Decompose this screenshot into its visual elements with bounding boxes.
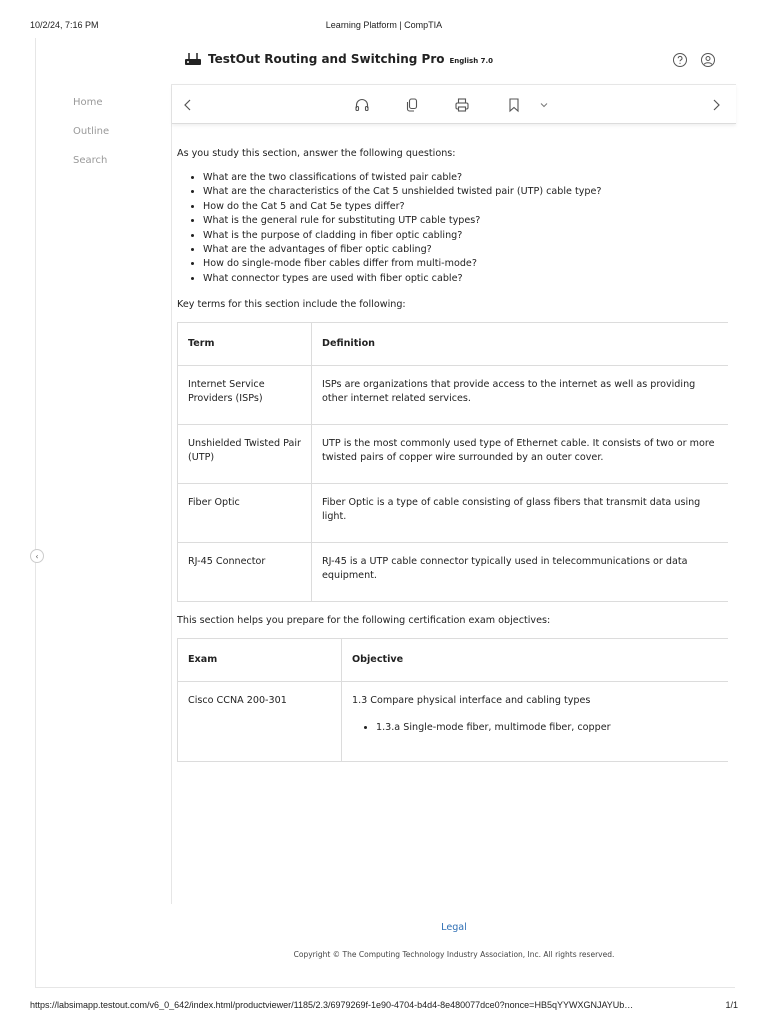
study-intro: As you study this section, answer the following questions: — [177, 148, 456, 159]
print-datetime: 10/2/24, 7:16 PM — [30, 20, 99, 30]
table-row — [178, 424, 729, 483]
user-circle-icon[interactable] — [700, 52, 716, 68]
list-item: • 1.3.a Single-mode fiber, multimode fiber, copper — [376, 721, 718, 735]
print-page-title: Learning Platform | CompTIA — [325, 20, 443, 30]
objective-text: 1.3 Compare physical interface and cabling types — [352, 695, 591, 707]
definition-cell: UTP is the most commonly used type of Ethernet cable. It consists of two or more twisted pairs of copper wire surrounded by an outer cover. — [312, 424, 729, 483]
list-item: • What is the general rule for substituting UTP cable types? — [203, 214, 729, 228]
exam-cell: Cisco CCNA 200-301 — [178, 682, 342, 762]
exam-objectives-table — [177, 638, 728, 762]
list-item: • What connector types are used with fiber optic cable? — [203, 272, 729, 286]
column-header-exam: Exam — [178, 638, 342, 681]
table-row — [178, 682, 729, 762]
table-row — [178, 483, 729, 542]
list-item: • What are the advantages of fiber optic cabling? — [203, 243, 729, 257]
chevron-right-icon[interactable] — [708, 97, 724, 113]
objective-cell — [342, 682, 729, 762]
bookmark-icon[interactable] — [506, 97, 522, 113]
list-item: • How do the Cat 5 and Cat 5e types differ? — [203, 200, 729, 214]
study-questions — [203, 171, 729, 286]
printer-icon[interactable] — [454, 97, 470, 113]
lesson-content — [177, 147, 729, 774]
objectives-intro: This section helps you prepare for the following certification exam objectives: — [177, 614, 551, 626]
table-row — [178, 365, 729, 424]
key-terms-table — [177, 322, 728, 602]
app-topbar — [172, 38, 736, 84]
top-icons — [672, 52, 716, 68]
print-footer — [0, 1000, 768, 1024]
print-header — [0, 0, 768, 30]
app-title: TestOut Routing and Switching Pro — [208, 52, 445, 66]
column-header-definition: Definition — [312, 322, 729, 365]
content-toolbar — [172, 84, 736, 124]
list-item: • What is the purpose of cladding in fiber optic cabling? — [203, 229, 729, 243]
sidebar — [36, 84, 172, 904]
print-page-number: 1/1 — [725, 1000, 738, 1010]
term-cell: Fiber Optic — [178, 483, 312, 542]
key-terms-intro: Key terms for this section include the following: — [177, 298, 406, 310]
table-row — [178, 542, 729, 601]
legal-link[interactable]: Legal — [441, 922, 467, 933]
column-header-objective: Objective — [342, 638, 729, 681]
chevron-down-icon[interactable] — [536, 97, 552, 113]
help-circle-icon[interactable] — [672, 52, 688, 68]
chevron-left-icon[interactable] — [180, 97, 196, 113]
definition-cell: ISPs are organizations that provide access to the internet as well as providing other internet related services. — [312, 365, 729, 424]
chevron-left-icon: ‹ — [35, 551, 39, 561]
copy-icon[interactable] — [404, 97, 420, 113]
definition-cell: RJ-45 is a UTP cable connector typically used in telecommunications or data equipment. — [312, 542, 729, 601]
sidebar-item-outline[interactable]: Outline — [73, 126, 110, 137]
table-header-row — [178, 322, 729, 365]
copyright-text: Copyright © The Computing Technology Industry Association, Inc. All rights reserved. — [293, 950, 615, 959]
sidebar-item-home[interactable]: Home — [73, 97, 103, 108]
list-item: • What are the two classifications of twisted pair cable? — [203, 171, 729, 185]
print-url: https://labsimapp.testout.com/v6_0_642/index.html/productviewer/1185/2.3/6979269f-1e90-4704-b4d4-8e480077dce0?nonce=HB5qYYWXGNJAYUb… — [30, 1000, 634, 1010]
column-header-term: Term — [178, 322, 312, 365]
app-language: English 7.0 — [449, 56, 494, 65]
term-cell: Internet Service Providers (ISPs) — [178, 365, 312, 424]
router-icon — [184, 52, 202, 66]
term-cell: RJ-45 Connector — [178, 542, 312, 601]
definition-cell: Fiber Optic is a type of cable consisting of glass fibers that transmit data using light. — [312, 483, 729, 542]
collapse-sidebar-button[interactable] — [30, 549, 44, 563]
objective-sublist — [376, 721, 718, 735]
list-item: • How do single-mode fiber cables differ from multi-mode? — [203, 257, 729, 271]
list-item: • What are the characteristics of the Cat 5 unshielded twisted pair (UTP) cable type? — [203, 185, 729, 199]
headphones-icon[interactable] — [354, 97, 370, 113]
brand[interactable] — [184, 52, 493, 66]
sidebar-item-search[interactable]: Search — [73, 155, 108, 166]
table-header-row — [178, 638, 729, 681]
term-cell: Unshielded Twisted Pair (UTP) — [178, 424, 312, 483]
